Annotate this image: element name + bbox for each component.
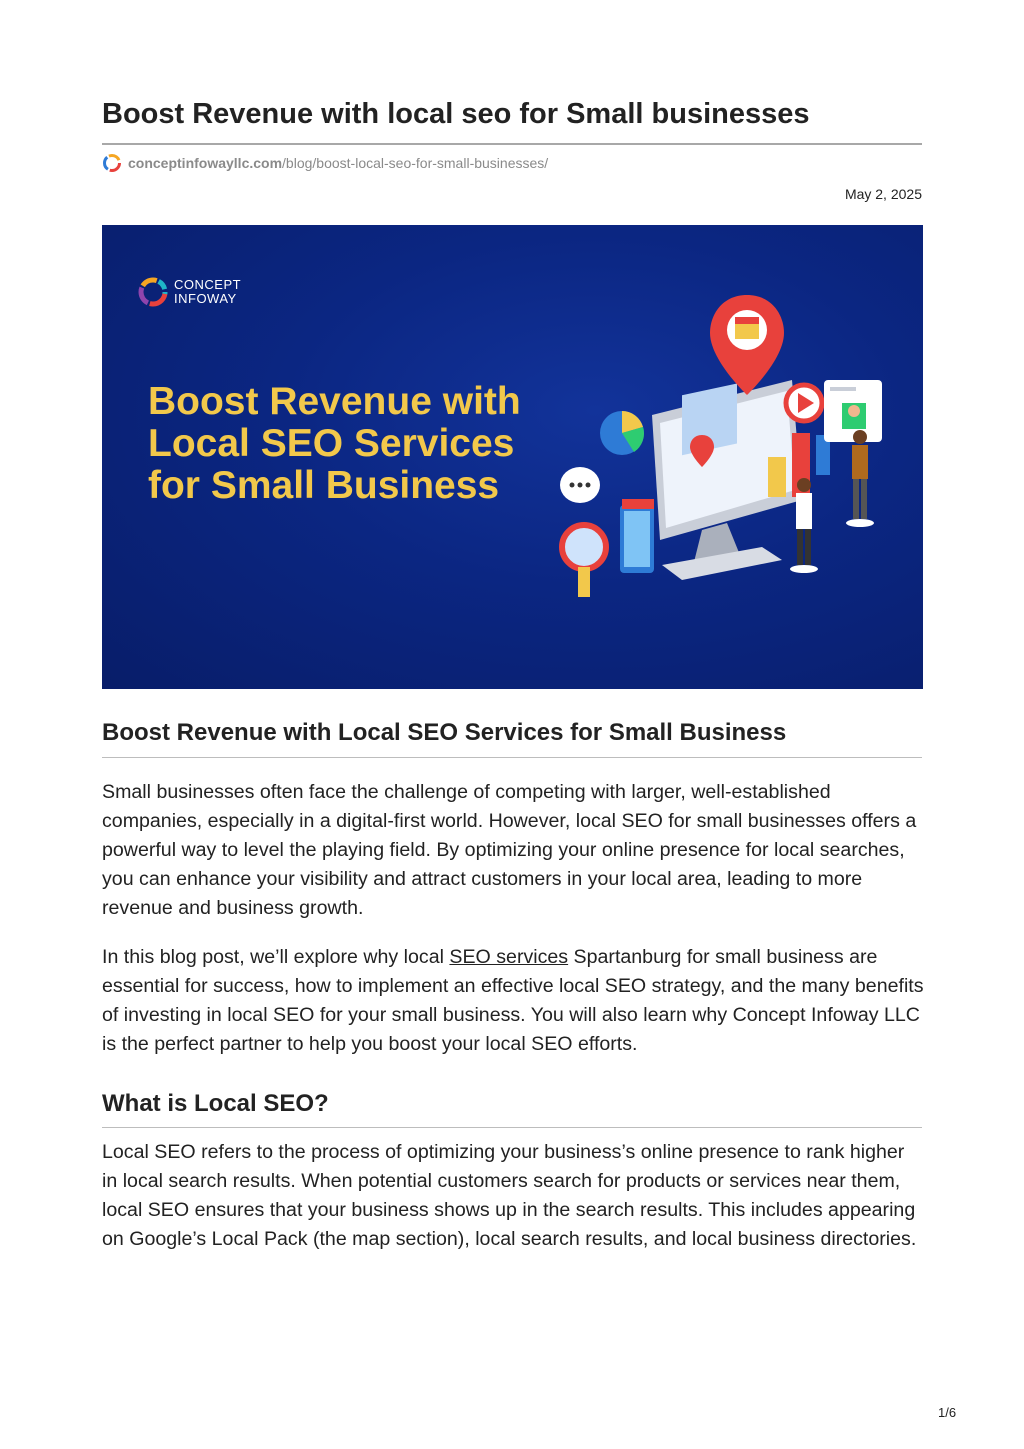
- title-divider: [102, 143, 922, 145]
- site-logo-icon: [102, 153, 122, 173]
- hero-logo: [136, 275, 241, 309]
- hero-headline: Boost Revenue with Local SEO Services for Small Business: [148, 380, 521, 507]
- publish-date: May 2, 2025: [844, 186, 922, 202]
- paragraph: Local SEO refers to the process of optimizing your business’s online presence to rank higher in local search results. When potential customers search for products or services near them, local SEO ensures that your business shows up in the search results. This includes appearing on Google’s Local Pack (the map section), local search results, and local business directories.: [102, 1141, 917, 1250]
- paragraph-text: Spartanburg for small business are essential for success, how to implement an effective local SEO strategy, and the many benefits of investing in local SEO for your small business. You will also learn why Concept Infoway LLC is the perfect partner to help you boost your local SEO efforts.: [102, 946, 924, 1055]
- hero-logo-line2: INFOWAY: [174, 291, 237, 306]
- source-domain[interactable]: conceptinfowayllc.com: [128, 155, 283, 171]
- paragraph: [102, 943, 924, 1059]
- source-path[interactable]: /blog/boost-local-seo-for-small-businesses/: [282, 155, 549, 171]
- paragraph-text: In this blog post, we’ll explore why local: [102, 946, 450, 968]
- page-title: Boost Revenue with local seo for Small businesses: [102, 98, 810, 130]
- person-icon: [846, 430, 874, 527]
- section-heading: What is Local SEO?: [102, 1090, 329, 1117]
- profile-card-icon: [824, 380, 882, 442]
- section-divider: [102, 757, 922, 758]
- location-pin-icon: [710, 295, 784, 395]
- seo-services-link[interactable]: SEO services: [449, 946, 569, 968]
- paragraph: Small businesses often face the challenge of competing with larger, well-established companies, especially in a digital-first world. However, local SEO for small businesses offers a powerful way to level the playing field. By optimizing your online presence for local searches, you can enhance your visibility and attract customers in your local area, leading to more revenue and business growth.: [102, 781, 917, 919]
- pie-chart-icon: [600, 411, 644, 455]
- hero-logo-text: [174, 278, 241, 306]
- hero-logo-line1: CONCEPT: [174, 277, 242, 292]
- source-line: [102, 152, 548, 174]
- section-heading: Boost Revenue with Local SEO Services for Small Business: [102, 719, 787, 746]
- hero-banner: [102, 225, 923, 689]
- concept-infoway-logo-icon: [136, 275, 170, 309]
- phone-store-icon: [620, 499, 654, 573]
- section-divider: [102, 1127, 922, 1128]
- local-seo-illustration: [542, 285, 892, 615]
- magnifier-icon: [562, 525, 606, 597]
- page-number: 1/6: [938, 1405, 957, 1420]
